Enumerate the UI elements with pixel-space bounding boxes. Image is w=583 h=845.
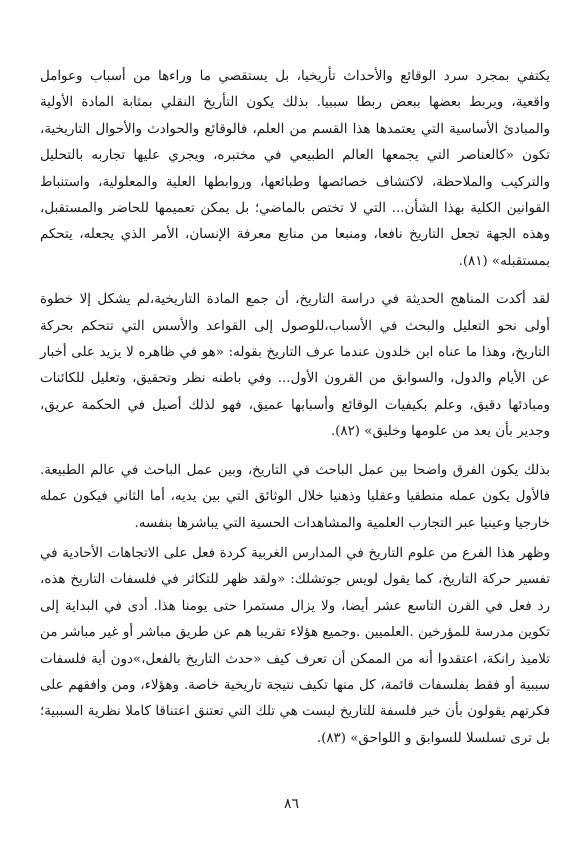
page-number: ٨٦: [283, 796, 300, 812]
paragraph-2: لقد أكدت المناهج الحديثة في دراسة التاريخ، أن جمع المادة التاريخية،لم يشكل إلا خطوة أولى نحو التعليل والبحث في الأسباب،للوصول إلى القواعد والأسس التي تتحكم بحركة التاريخ، وهذا ما عناه ابن خلدون عندما عرف التاريخ بقوله: «هو في ظاهره لا يزيد على أخبار عن الأيام والدول، والسوابق من القرون الأول... وفي باطنه نظر وتحقيق، وتعليل للكائنات ومبادئها دقيق، وعلم بكيفيات الوقائع وأسبابها عميق، فهو لذلك أصيل في الحكمة عريق، وجدير بأن يعد من علومها وخليق» (٨٢).: [40, 292, 550, 440]
paragraph-1: يكتفي بمجرد سرد الوقائع والأحداث تأريخيا، بل يستقصي ما وراءها من أسباب وعوامل واقعية، ويربط بعضها ببعض ربطا سببيا. بذلك يكون التأريخ النقلي بمثابة المادة الأولية والمبادئ الأساسية التي يعتمدها هذا القسم من العلم، فالوقائع والحوادث والأحوال التاريخية، تكون «كالعناصر التي يجمعها العالم الطبيعي في مختبره، ويجري عليها تجاربه بالتحليل والتركيب والملاحظة، لاكتشاف خصائصها وطبائعها، وروابطها العلية والمعلولية، واستنباط القوانين الكلية بهذا الشأن... التي لا تختص بالماضي؛ بل يمكن تعميمها للحاضر والمستقبل، وهذه الجهة تجعل التاريخ نافعا، ومنبعا من منابع معرفة الإنسان، الأمر الذي يجعله، يتحكم بمستقبله» (٨١).: [40, 69, 550, 269]
paragraph-4: وظهر هذا الفرع من علوم التاريخ في المدارس الغربية كردة فعل على الاتجاهات الأحادية في تفسير حركة التاريخ، كما يقول لويس جوتشلك: «ولقد ظهر للتكاثر في فلسفات التاريخ هذه، رد فعل في القرن التاسع عشر أيضا، ولا يزال مستمرا حتى يومنا هذا. أدى في البداية إلى تكوين مدرسة للمؤرخين .العلميين .وجميع هؤلاء تقريبا هم عن طريق مباشر أو غير مباشر من تلاميذ رانكة، اعتقدوا أنه من الممكن أن تعرف كيف «حدث التاريخ بالفعل،»دون أية فلسفات سببية أو فقط بفلسفات قائمة، كل منها تكيف نتيجة تاريخية خاصة. وهؤلاء، ومن وافقهم على فكرتهم يقولون بأن خير فلسفة للتاريخ ليست هي تلك التي تعتنق اعتناقا كاملا نظرية السببية؛ بل ترى تسلسلا للسوابق و اللواحق» (٨٣).: [40, 545, 550, 746]
paragraph-3: بذلك يكون الفرق واضحا بين عمل الباحث في التاريخ، وبين عمل الباحث في عالم الطبيعة. فالأول يكون عمله منطقيا وعقليا وذهنيا خلال الوثائق التي بين يديه، أما الثاني فيكون عمله خارجيا وعينيا عبر التجارب العلمية والمشاهدات الحسية التي يباشرها بنفسه.: [40, 462, 550, 531]
page-body: [40, 64, 550, 752]
